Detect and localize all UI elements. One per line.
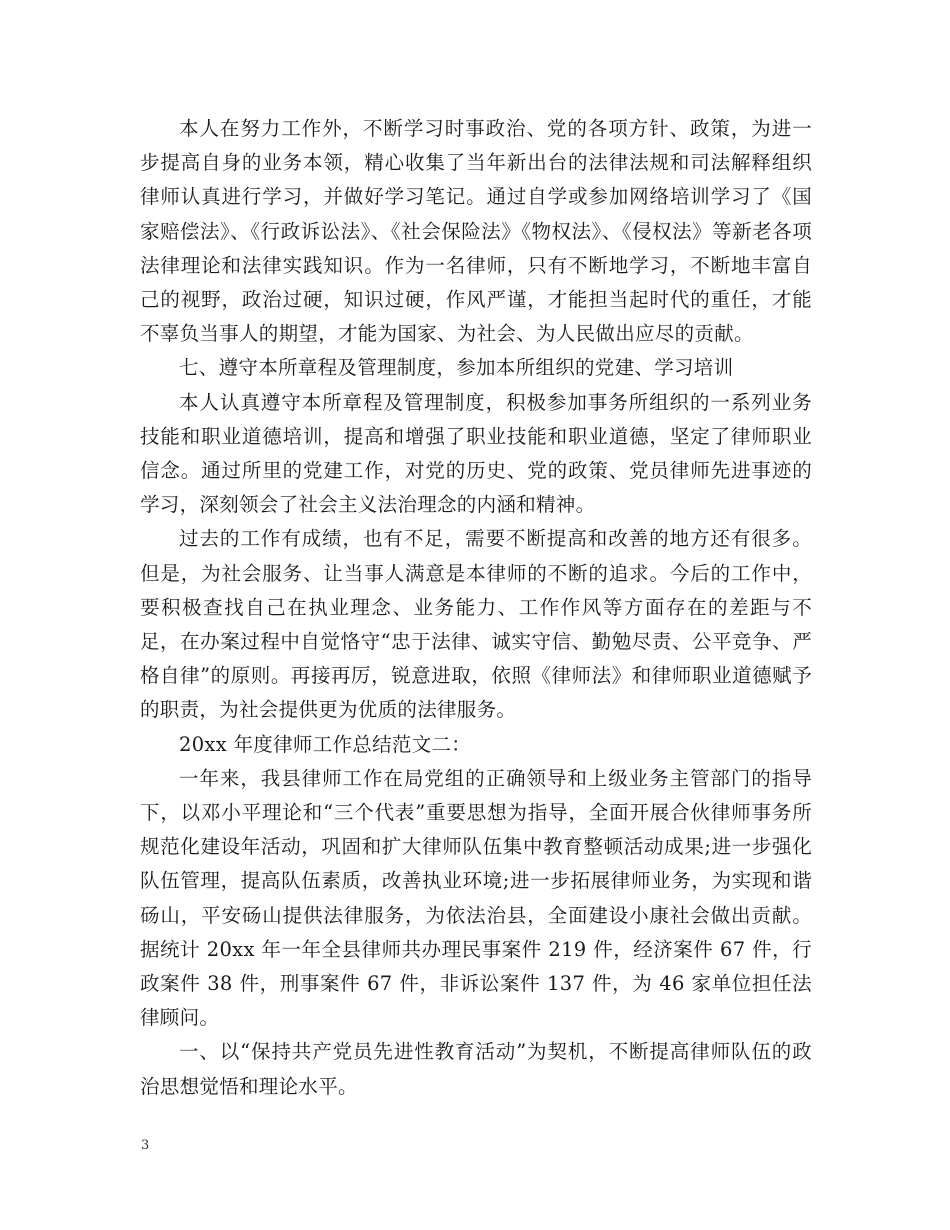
paragraph-conclusion: 过去的工作有成绩，也有不足，需要不断提高和改善的地方还有很多。但是，为社会服务、让当事人满意是本律师的不断的追求。今后的工作中，要积极查找自己在执业理念、业务能力、工作作风等方面存在的差距与不足，在办案过程中自觉恪守“忠于法律、诚实守信、勤勉尽责、公平竞争、严格自律”的原则。再接再厉，锐意进取，依照《律师法》和律师职业道德赋予的职责，为社会提供更为优质的法律服务。 bbox=[140, 527, 812, 722]
heading-sample-two: 20xx 年度律师工作总结范文二： bbox=[179, 732, 472, 756]
document-body bbox=[140, 112, 812, 1104]
paragraph-section-one: 一、以“保持共产党员先进性教育活动”为契机，不断提高律师队伍的政治思想觉悟和理论水平。 bbox=[140, 1040, 812, 1098]
paragraph-training: 本人认真遵守本所章程及管理制度，积极参加事务所组织的一系列业务技能和职业道德培训，提高和增强了职业技能和职业道德，坚定了律师职业信念。通过所里的党建工作，对党的历史、党的政策、党员律师先进事迹的学习，深刻领会了社会主义法治理念的内涵和精神。 bbox=[140, 390, 812, 517]
heading-section-seven: 七、遵守本所章程及管理制度，参加本所组织的党建、学习培训 bbox=[179, 356, 734, 380]
paragraph-annual-overview: 一年来，我县律师工作在局党组的正确领导和上级业务主管部门的指导下，以邓小平理论和“三个代表”重要思想为指导，全面开展合伙律师事务所规范化建设年活动，巩固和扩大律师队伍集中教育整顿活动成果;进一步强化队伍管理，提高队伍素质，改善执业环境;进一步拓展律师业务，为实现和谐砀山，平安砀山提供法律服务，为依法治县，全面建设小康社会做出贡献。据统计 20xx 年一年全县律师共办理民事案件 219 件，经济案件 67 件，行政案件 38 件，刑事案件 67 件，非诉讼案件 137 件，为 46 家单位担任法律顾问。 bbox=[140, 766, 812, 1030]
page-number: 3 bbox=[141, 1138, 150, 1153]
paragraph-study: 本人在努力工作外，不断学习时事政治、党的各项方针、政策，为进一步提高自身的业务本领，精心收集了当年新出台的法律法规和司法解释组织律师认真进行学习，并做好学习笔记。通过自学或参加网络培训学习了《国家赔偿法》、《行政诉讼法》、《社会保险法》《物权法》、《侵权法》等新老各项法律理论和法律实践知识。作为一名律师，只有不断地学习，不断地丰富自己的视野，政治过硬，知识过硬，作风严谨，才能担当起时代的重任，才能不辜负当事人的期望，才能为国家、为社会、为人民做出应尽的贡献。 bbox=[140, 117, 812, 346]
